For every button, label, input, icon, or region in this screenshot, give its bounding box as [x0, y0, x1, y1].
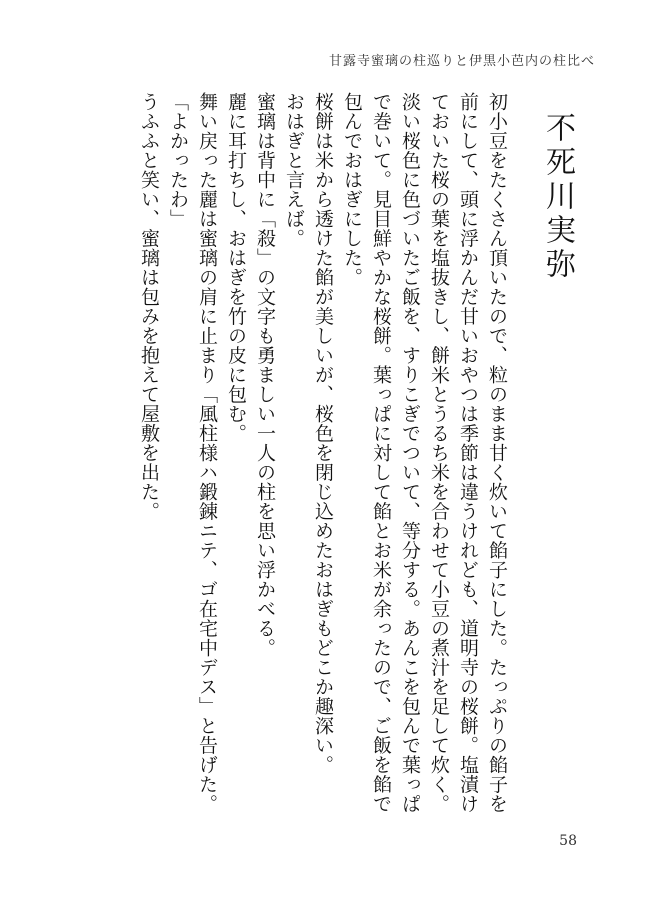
paragraph: 初小豆をたくさん頂いたので、粒のまま甘く炊いて餡子にした。たっぷりの餡子を前にして、頭に浮かんだ甘いおやつは季節は違うけれども、道明寺の桜餅。塩漬けておいた桜の葉を塩抜きし、餅米とうるち米を合わせて小豆の煮汁を足して炊く。淡い桜色に色づいたご飯を、すりこぎでついて、等分する。あんこを包んで葉っぱで巻いて。見目鮮やかな桜餅。葉っぱに対して餡とお米が余ったので、ご飯を餡で包んでおはぎにした。 [341, 92, 508, 814]
paragraph: 舞い戻った麗は蜜璃の肩に止まり「風柱様ハ鍛錬ニテ、ゴ在宅中デス」と告げた。 [196, 92, 218, 814]
paragraph: うふふと笑い、蜜璃は包みを抱えて屋敷を出た。 [138, 92, 160, 521]
paragraph: 麗に耳打ちし、おはぎを竹の皮に包む。 [225, 92, 247, 443]
paragraph: おはぎと言えば。 [283, 92, 305, 248]
author-name: 不死川実弥 [540, 112, 575, 282]
dialogue-line: 「よかったわ」 [167, 92, 189, 229]
body-text [134, 92, 577, 832]
paragraph: 桜餅は米から透けた餡が美しいが、桜色を閉じ込めたおはぎもどこか趣深い。 [312, 92, 334, 775]
running-header: 甘露寺蜜璃の柱巡りと伊黒小芭内の柱比べ [328, 54, 595, 69]
page-number: 58 [559, 833, 577, 849]
paragraph: 蜜璃は背中に「殺」の文字も勇ましい一人の柱を思い浮かべる。 [254, 92, 276, 658]
